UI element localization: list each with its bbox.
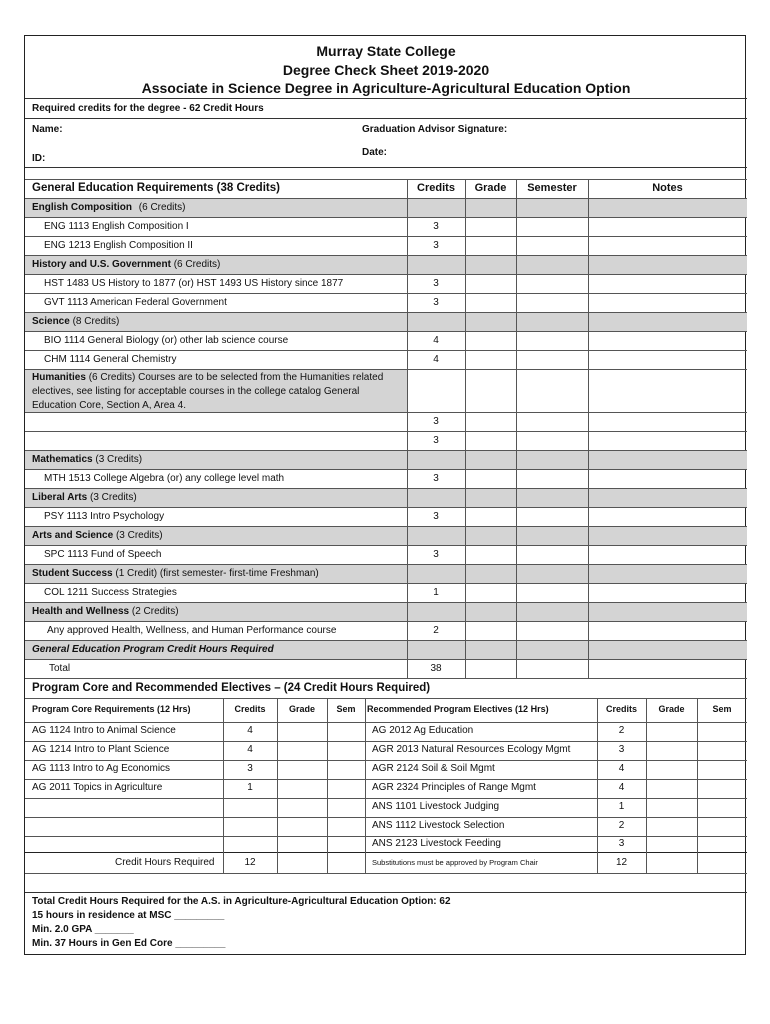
- elective-course-name: AGR 2324 Principles of Range Mgmt: [372, 782, 536, 793]
- total-credit-hours: Total Credit Hours Required for the A.S. in Agriculture-Agricultural Education Option: 62: [32, 896, 451, 907]
- core-requirements-head: Program Core Requirements (12 Hrs): [32, 704, 191, 714]
- course-name: SPC 1113 Fund of Speech: [44, 549, 162, 560]
- course-credits: 1: [433, 587, 439, 598]
- core-course-name: AG 1113 Intro to Ag Economics: [32, 763, 171, 774]
- core-course-credits: 4: [247, 744, 253, 755]
- category-header: Student Success (1 Credit) (first semester- first-time Freshman): [32, 568, 319, 579]
- course-name: ENG 1113 English Composition I: [44, 221, 189, 232]
- electives-col-credits: Credits: [605, 704, 637, 714]
- required-credits: Required credits for the degree - 62 Credit Hours: [32, 103, 264, 114]
- humanities-line-1: Humanities (6 Credits) Courses are to be selected from the Humanities related: [32, 372, 384, 383]
- elective-course-credits: 4: [618, 782, 625, 793]
- course-name: PSY 1113 Intro Psychology: [44, 511, 165, 522]
- course-name: HST 1483 US History to 1877 (or) HST 1493 US History since 1877: [44, 278, 344, 289]
- total-credits: 38: [430, 663, 442, 674]
- course-credits: 3: [433, 511, 439, 522]
- course-credits: 3: [433, 297, 439, 308]
- electives-col-grade: Grade: [658, 704, 685, 714]
- electives-head: Recommended Program Electives (12 Hrs): [367, 704, 549, 714]
- core-col-grade: Grade: [288, 704, 315, 714]
- category-header: Liberal Arts (3 Credits): [32, 492, 137, 503]
- degree-title: Associate in Science Degree in Agriculture-Agricultural Education Option: [141, 80, 631, 96]
- core-course-credits: 4: [247, 725, 253, 736]
- electives-credits-total: 12: [615, 857, 628, 868]
- substitution-note: Substitutions must be approved by Program Chair: [372, 858, 538, 867]
- gen-ed-program-required: General Education Program Credit Hours Required: [32, 644, 274, 655]
- course-credits: 4: [433, 335, 439, 346]
- advisor-signature-label: Graduation Advisor Signature:: [362, 124, 508, 135]
- course-credits: 3: [433, 278, 439, 289]
- category-header: Mathematics (3 Credits): [32, 454, 143, 465]
- core-course-credits: 3: [247, 763, 253, 774]
- core-col-sem: Sem: [336, 704, 356, 714]
- elective-course-name: AG 2012 Ag Education: [372, 725, 474, 736]
- col-credits: Credits: [417, 182, 455, 194]
- category-header: Arts and Science (3 Credits): [32, 530, 163, 541]
- core-course-credits: 1: [247, 782, 253, 793]
- category-header: Science (8 Credits): [32, 316, 120, 327]
- humanities-line-3: Education Core, Section A, Area 4.: [32, 400, 186, 411]
- elective-course-credits: 1: [618, 801, 625, 812]
- elective-course-name: AGR 2124 Soil & Soil Mgmt: [372, 763, 495, 774]
- col-grade: Grade: [474, 182, 507, 194]
- course-name: GVT 1113 American Federal Government: [44, 297, 227, 308]
- elective-course-credits: 3: [618, 838, 625, 849]
- humanities-line-2: electives, see listing for acceptable courses in the college catalog General: [32, 386, 360, 397]
- course-name: Any approved Health, Wellness, and Human Performance course: [47, 625, 337, 636]
- col-semester: Semester: [527, 182, 577, 194]
- elective-course-credits: 2: [618, 725, 625, 736]
- elective-course-name: AGR 2013 Natural Resources Ecology Mgmt: [372, 744, 571, 755]
- course-name: CHM 1114 General Chemistry: [44, 354, 177, 365]
- core-credits-total: 12: [244, 857, 256, 868]
- id-label: ID:: [32, 153, 46, 164]
- degree-check-sheet: [24, 35, 746, 955]
- date-label: Date:: [362, 147, 388, 158]
- college-name: Murray State College: [316, 43, 456, 59]
- elective-course-name: ANS 1112 Livestock Selection: [372, 820, 505, 831]
- course-credits: 3: [433, 416, 439, 427]
- program-heading: Program Core and Recommended Electives – (24 Credit Hours Required): [32, 682, 431, 694]
- sheet-title: Degree Check Sheet 2019-2020: [282, 62, 490, 78]
- course-name: BIO 1114 General Biology (or) other lab science course: [44, 335, 289, 346]
- name-label: Name:: [32, 124, 63, 135]
- credit-hours-required-label: Credit Hours Required: [115, 857, 215, 868]
- gpa-requirement: Min. 2.0 GPA _______: [32, 924, 134, 935]
- elective-course-name: ANS 1101 Livestock Judging: [372, 801, 500, 812]
- course-credits: 3: [433, 549, 439, 560]
- core-course-name: AG 1124 Intro to Animal Science: [32, 725, 176, 736]
- core-col-credits: Credits: [234, 704, 266, 714]
- total-label: Total: [49, 663, 71, 674]
- course-credits: 2: [433, 625, 439, 636]
- core-course-name: AG 1214 Intro to Plant Science: [32, 744, 170, 755]
- course-name: COL 1211 Success Strategies: [44, 587, 177, 598]
- course-credits: 3: [433, 240, 439, 251]
- elective-course-credits: 2: [618, 820, 625, 831]
- elective-course-name: ANS 2123 Livestock Feeding: [372, 838, 501, 849]
- elective-course-credits: 4: [618, 763, 625, 774]
- category-header: English Composition (6 Credits): [32, 202, 186, 213]
- course-credits: 3: [433, 473, 439, 484]
- col-notes: Notes: [652, 182, 683, 194]
- course-credits: 3: [433, 221, 439, 232]
- course-credits: 3: [433, 435, 439, 446]
- course-name: MTH 1513 College Algebra (or) any college level math: [44, 473, 285, 484]
- course-credits: 4: [433, 354, 439, 365]
- course-name: ENG 1213 English Composition II: [44, 240, 193, 251]
- electives-col-sem: Sem: [712, 704, 732, 714]
- category-header: History and U.S. Government (6 Credits): [32, 259, 221, 270]
- elective-course-credits: 3: [618, 744, 625, 755]
- residence-requirement: 15 hours in residence at MSC _________: [32, 910, 225, 921]
- gen-ed-hours-requirement: Min. 37 Hours in Gen Ed Core _________: [32, 938, 226, 949]
- category-header: Health and Wellness (2 Credits): [32, 606, 179, 617]
- gen-ed-heading: General Education Requirements (38 Credits): [32, 182, 280, 194]
- core-course-name: AG 2011 Topics in Agriculture: [32, 782, 163, 793]
